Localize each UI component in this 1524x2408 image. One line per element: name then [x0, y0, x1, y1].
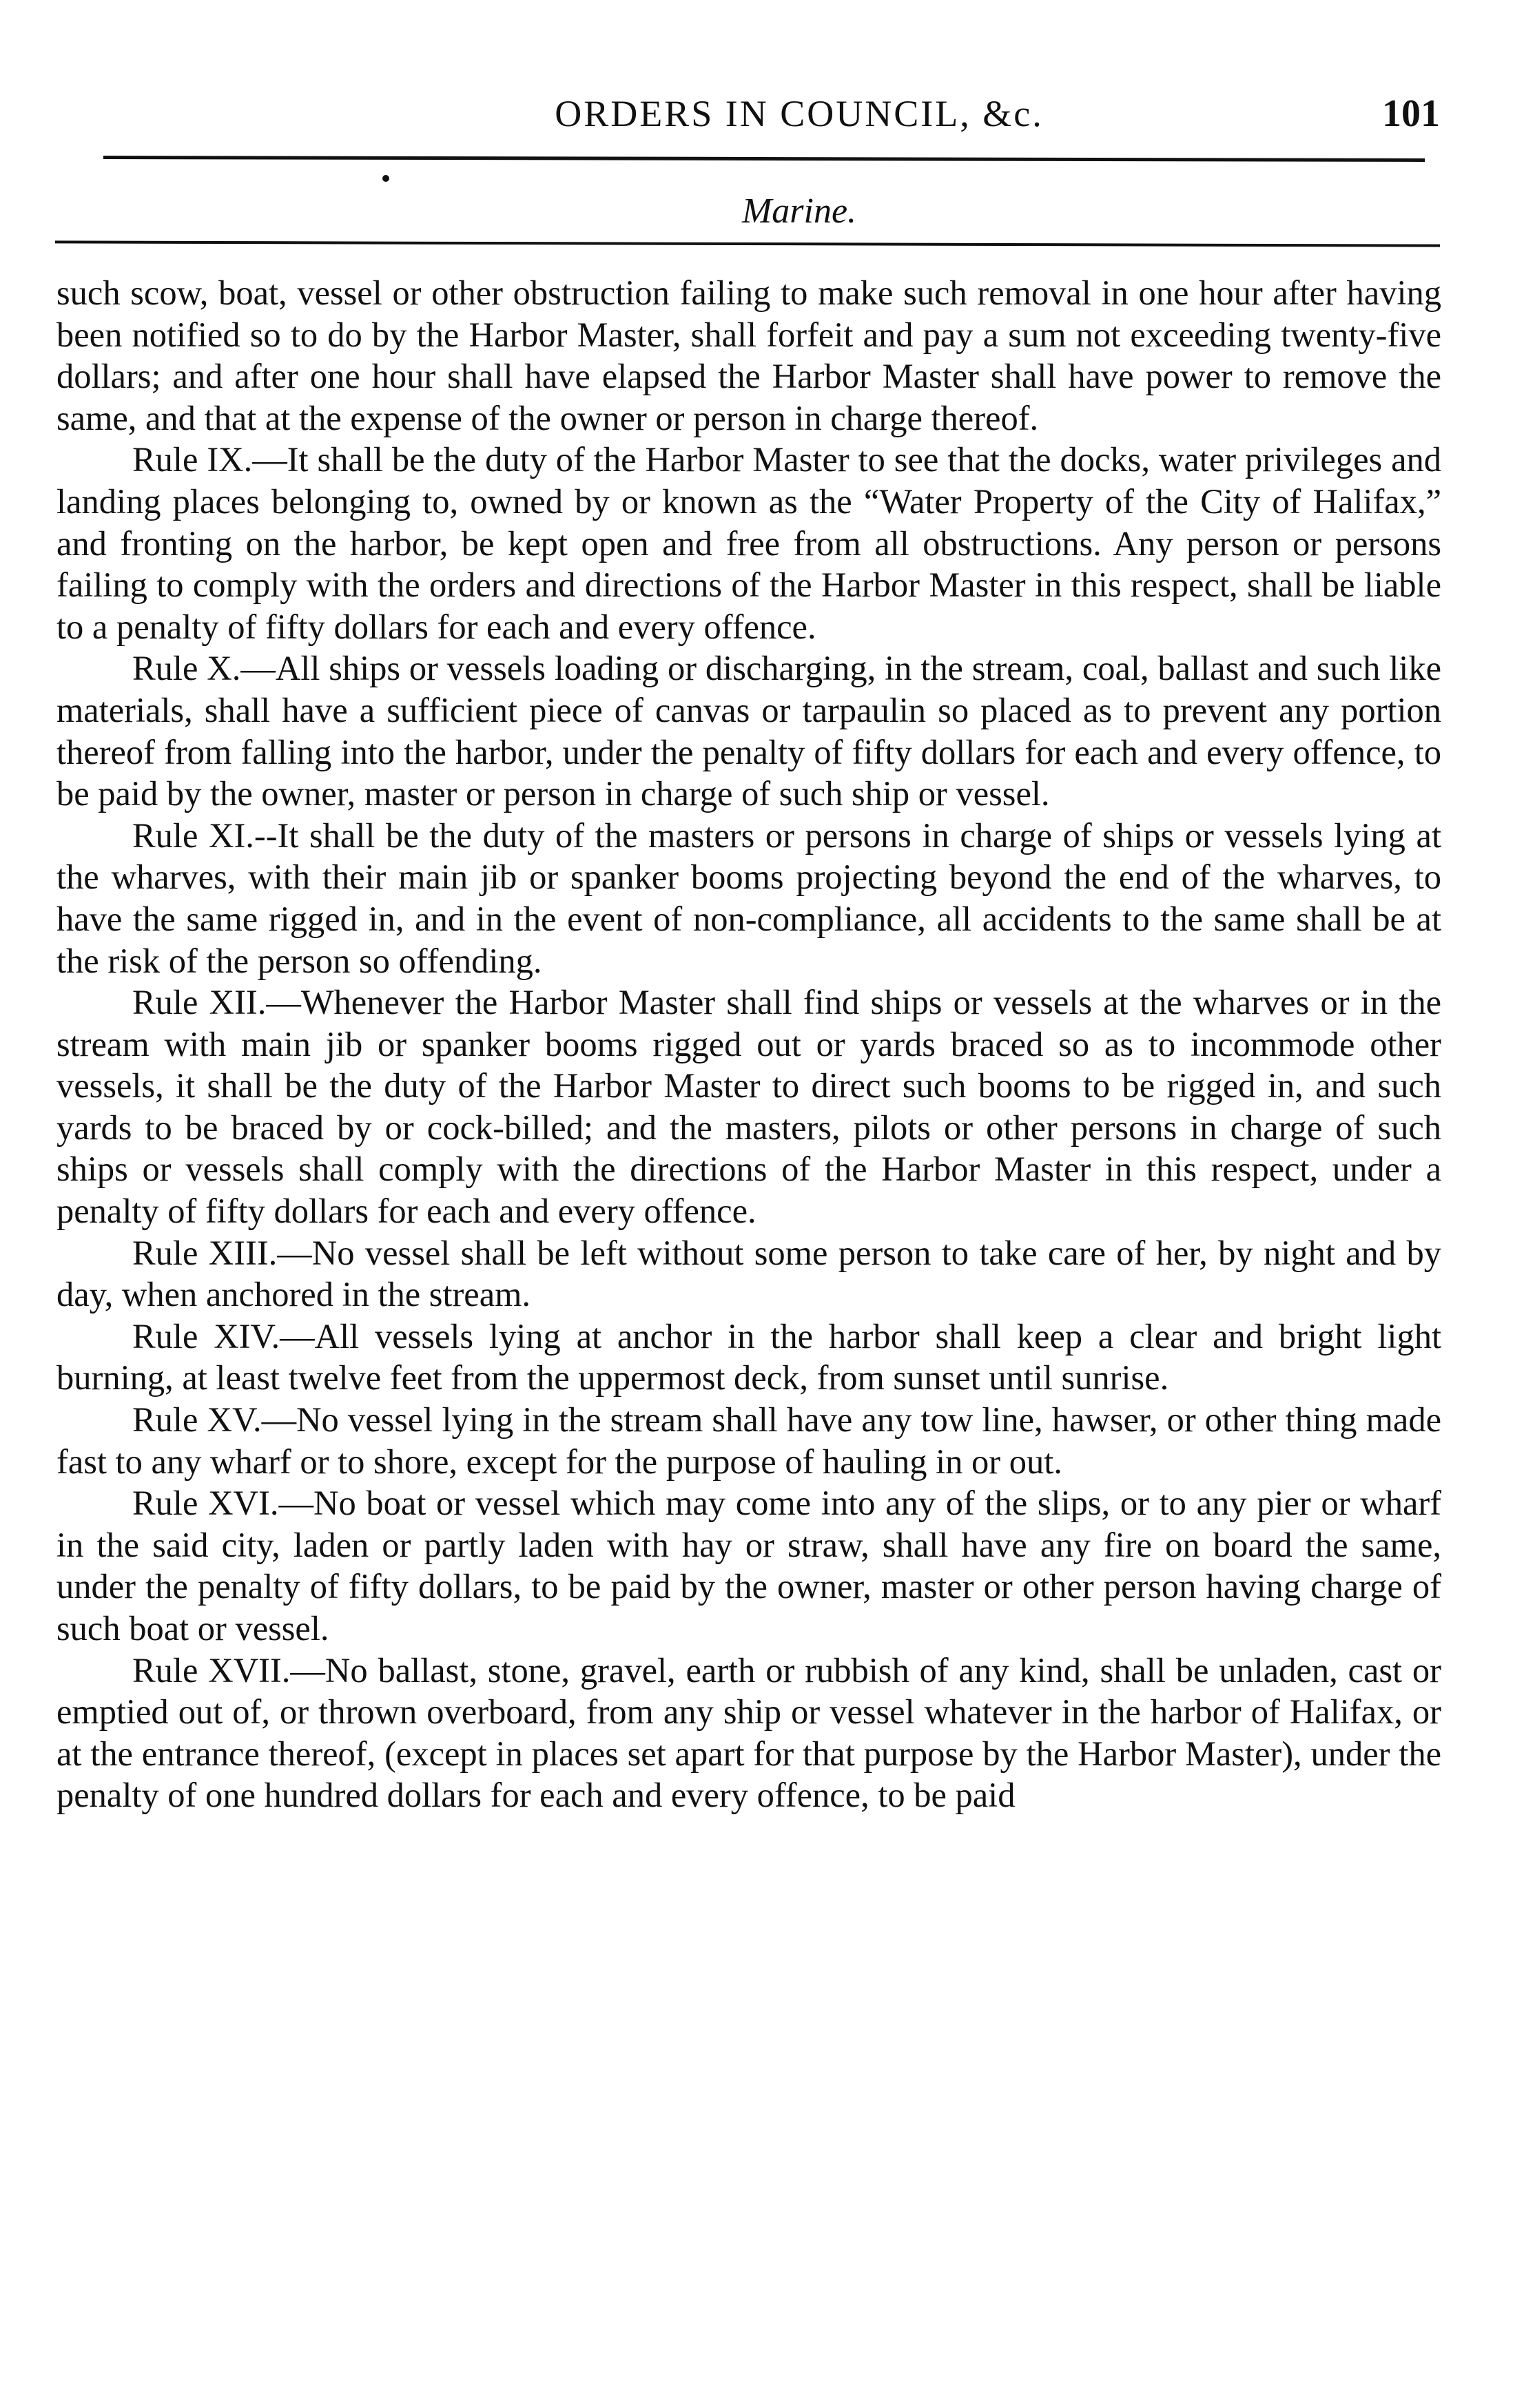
body-text: [56, 272, 1441, 1816]
paragraph-rule-x: Rule X.—All ships or vessels loading or discharging, in the stream, coal, ballast and such like materials, shall have a sufficient piece of canvas or tarpaulin so placed as to prevent any portion thereof from falling into the harbor, under the penalty of fifty dollars for each and every offence, to be paid by the owner, master or person in charge of such ship or vessel.: [56, 649, 1441, 813]
running-head: [158, 90, 1440, 138]
paragraph-rule-xii: Rule XII.—Whenever the Harbor Master shall find ships or vessels at the wharves or in the stream with main jib or spanker booms rigged out or yards braced so as to incommode other vessels, it shall be the duty of the Harbor Master to direct such booms to be rigged in, and such yards to be braced by or cock-billed; and the masters, pilots or other persons in charge of such ships or vessels shall comply with the directions of the Harbor Master in this respect, under a penalty of fifty dollars for each and every offence.: [56, 983, 1441, 1231]
paragraph-rule-xv: Rule XV.—No vessel lying in the stream shall have any tow line, hawser, or other thing made fast to any wharf or to shore, except for the purpose of hauling in or out.: [56, 1400, 1441, 1481]
paragraph-rule-ix: Rule IX.—It shall be the duty of the Harbor Master to see that the docks, water privileges and landing places belonging to, owned by or known as the “Water Property of the City of Halifax,” and fronting on the harbor, be kept open and free from all obstructions. Any person or persons failing to comply with the orders and directions of the Harbor Master in this respect, shall be liable to a penalty of fifty dollars for each and every offence.: [56, 440, 1441, 646]
paragraph-rule-xiv: Rule XIV.—All vessels lying at anchor in the harbor shall keep a clear and bright light burning, at least twelve feet from the uppermost deck, from sunset until sunrise.: [56, 1316, 1441, 1398]
header-rule-bottom: [55, 240, 1440, 247]
header-rule-top: [103, 156, 1425, 162]
paragraph-rule-xvii: Rule XVII.—No ballast, stone, gravel, earth or rubbish of any kind, shall be unladen, cast or emptied out of, or thrown overboard, from any ship or vessel whatever in the harbor of Halifax, or at the entrance thereof, (except in places set apart for that purpose by the Harbor Master), under the penalty of one hundred dollars for each and every offence, to be paid: [56, 1650, 1441, 1815]
paragraph-rule-xvi: Rule XVI.—No boat or vessel which may come into any of the slips, or to any pier or wharf in the said city, laden or partly laden with hay or straw, shall have any fire on board the same, under the penalty of fifty dollars, to be paid by the owner, master or other person having charge of such boat or vessel.: [56, 1484, 1441, 1648]
paragraph-rule-xi: Rule XI.--It shall be the duty of the masters or persons in charge of ships or vessels lying at the wharves, with their main jib or spanker booms projecting beyond the end of the wharves, to have the same rigged in, and in the event of non-compliance, all accidents to the same shall be at the risk of the person so offending.: [56, 816, 1441, 980]
ornament-dot: [382, 175, 389, 182]
paragraph-continuation: such scow, boat, vessel or other obstruction failing to make such removal in one hour after having been notified so to do by the Harbor Master, shall forfeit and pay a sum not exceeding twenty-five dollars; and after one hour shall have elapsed the Harbor Master shall have power to remove the same, and that at the expense of the owner or person in charge thereof.: [56, 273, 1441, 437]
running-title: ORDERS IN COUNCIL, &c.: [555, 93, 1044, 134]
paragraph-rule-xiii: Rule XIII.—No vessel shall be left without some person to take care of her, by night and by day, when anchored in the stream.: [56, 1233, 1441, 1314]
page-number: 101: [1382, 92, 1440, 135]
section-title: Marine.: [741, 191, 857, 231]
